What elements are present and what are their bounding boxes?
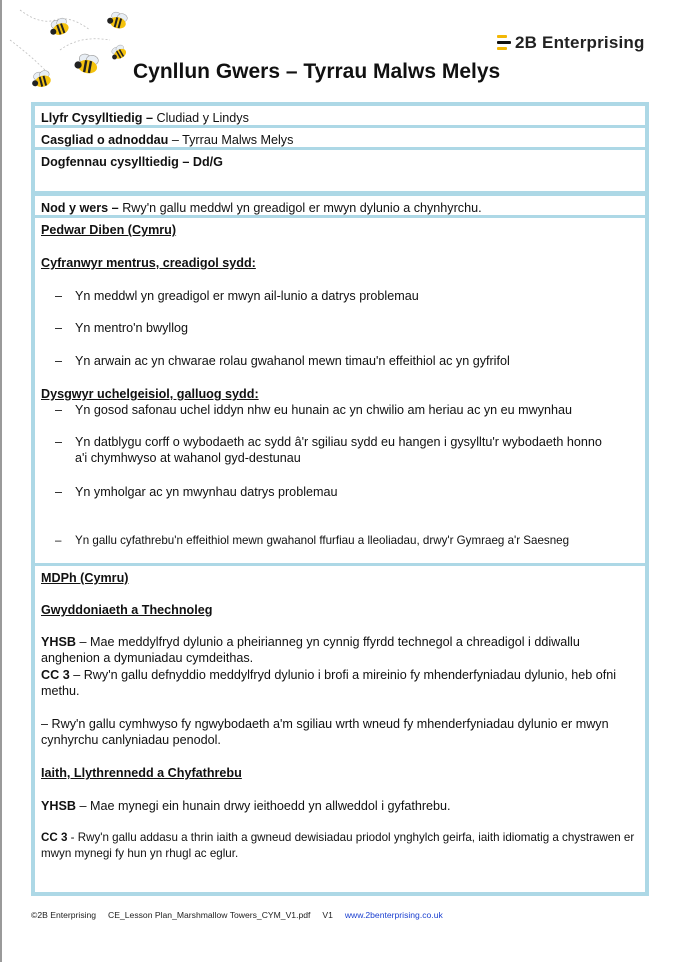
- list-item: – Yn mentro'n bwyllog: [55, 320, 639, 336]
- row-dogfennau: [35, 150, 645, 191]
- list-item: – Yn gosod safonau uchel iddyn nhw eu hunain ac yn chwilio am heriau ac yn eu mwynhau: [55, 402, 639, 418]
- list-item: – Yn ymholgar ac yn mwynhau datrys problemau: [55, 484, 639, 500]
- casgliad-label: Casgliad o adnoddau: [41, 133, 169, 147]
- sci-yhsb-text: – Mae meddylfryd dylunio a pheirianneg yn cynnig ffyrdd technegol a chreadigol i ddiwallu anghenion a dymuniadau cymdeithas.: [41, 635, 580, 665]
- lesson-plan-table: [31, 102, 649, 896]
- bee-icon: [73, 53, 99, 75]
- lang-cc3-label: CC 3: [41, 831, 68, 844]
- bee-icon: [106, 10, 128, 30]
- row-mdph: [35, 566, 645, 892]
- sci-yhsb-label: YHSB: [41, 635, 76, 649]
- sci-yhsb: [41, 634, 639, 666]
- casgliad-value: – Tyrrau Malws Melys: [171, 133, 294, 147]
- pedwar-diben-heading: Pedwar Diben (Cymru): [41, 223, 177, 237]
- group2-heading: Dysgwyr uchelgeisiol, galluog sydd:: [41, 387, 259, 401]
- footer: [31, 910, 443, 920]
- footer-filename: CE_Lesson Plan_Marshmallow Towers_CYM_V1.pdf: [108, 910, 311, 920]
- bees-decoration: [0, 0, 140, 100]
- mdph-heading: MDPh (Cymru): [41, 571, 129, 585]
- brand-logo: [497, 30, 645, 56]
- nod-label: Nod y wers –: [41, 201, 119, 215]
- bee-icon: [47, 17, 70, 38]
- row-casgliad: [35, 128, 645, 147]
- list-item: – Yn meddwl yn greadigol er mwyn ail-lunio a datrys problemau: [55, 288, 639, 304]
- sci-heading: Gwyddoniaeth a Thechnoleg: [41, 603, 213, 617]
- llyfr-value: Cludiad y Lindys: [156, 111, 249, 125]
- sci-cc3-text: – Rwy'n gallu defnyddio meddylfryd dylunio i brofi a mireinio fy mhenderfyniadau dylunio, heb ofni methu.: [41, 668, 617, 698]
- brand-name: 2B Enterprising: [515, 33, 645, 52]
- lang-yhsb-text: – Mae mynegi ein hunain drwy ieithoedd yn allweddol i gyfathrebu.: [79, 799, 451, 813]
- lang-cc3-text: - Rwy'n gallu addasu a thrin iaith a gwneud dewisiadau priodol ynghylch geirfa, iaith idiomatig a chystrawen er mwyn mynegi fy hun yn rhugl ac eglur.: [41, 831, 635, 860]
- footer-version: V1: [322, 910, 333, 920]
- lang-yhsb-label: YHSB: [41, 799, 76, 813]
- llyfr-label: Llyfr Cysylltiedig –: [41, 111, 153, 125]
- page-edge: [0, 0, 2, 962]
- dogfennau-label: Dogfennau cysylltiedig – Dd/G: [41, 155, 223, 169]
- bee-icon: [30, 69, 52, 89]
- list-item: – Yn gallu cyfathrebu'n effeithiol mewn gwahanol ffurfiau a lleoliadau, drwy'r Gymraeg a'r Saesneg: [55, 533, 639, 549]
- footer-copyright: ©2B Enterprising: [31, 910, 97, 920]
- row-llyfr: [35, 106, 645, 125]
- page-title: Cynllun Gwers – Tyrrau Malws Melys: [133, 60, 501, 83]
- footer-website-link[interactable]: www.2benterprising.co.uk: [344, 910, 443, 920]
- sci-cc3-text2: – Rwy'n gallu cymhwyso fy ngwybodaeth a'm sgiliau wrth wneud fy mhenderfyniadau dylunio er mwyn cynhyrchu canlyniadau penodol.: [41, 717, 609, 747]
- sci-cc3: [41, 667, 639, 699]
- list-item: – Yn arwain ac yn chwarae rolau gwahanol mewn timau'n effeithiol ac yn gyfrifol: [55, 353, 639, 369]
- nod-value: Rwy'n gallu meddwl yn greadigol er mwyn dylunio a chynhyrchu.: [122, 201, 482, 215]
- brand-logo-icon: [497, 33, 513, 53]
- group1-heading: Cyfranwyr mentrus, creadigol sydd:: [41, 256, 256, 270]
- bee-icon: [108, 44, 127, 62]
- sci-cc3-label: CC 3: [41, 668, 70, 682]
- row-pedwar-diben: [35, 218, 645, 563]
- lang-cc3: [41, 830, 639, 862]
- row-nod: [35, 196, 645, 215]
- lang-heading: Iaith, Llythrennedd a Chyfathrebu: [41, 766, 242, 780]
- lang-yhsb: [41, 798, 639, 814]
- list-item: – Yn datblygu corff o wybodaeth ac sydd â'r sgiliau sydd eu hangen i gysylltu'r wybodaeth honno a'i chymhwyso at wahanol gyd-destunau: [55, 434, 605, 466]
